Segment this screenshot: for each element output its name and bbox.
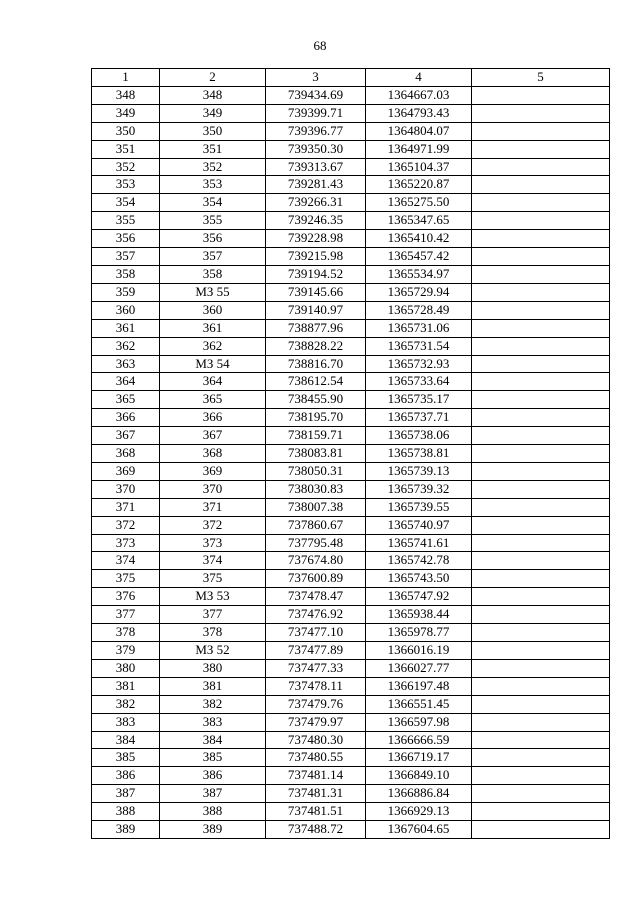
- point-label-cell: 357: [160, 248, 266, 266]
- point-label-cell: 349: [160, 104, 266, 122]
- note-cell: [472, 265, 610, 283]
- point-label-cell: 367: [160, 427, 266, 445]
- point-number-cell: 354: [92, 194, 160, 212]
- y-coordinate-cell: 1365220.87: [366, 176, 472, 194]
- y-coordinate-cell: 1366197.48: [366, 677, 472, 695]
- point-number-cell: 378: [92, 624, 160, 642]
- point-label-cell: 380: [160, 659, 266, 677]
- note-cell: [472, 498, 610, 516]
- point-label-cell: 382: [160, 695, 266, 713]
- point-number-cell: 358: [92, 265, 160, 283]
- point-number-cell: 388: [92, 803, 160, 821]
- table-row: [92, 516, 610, 534]
- point-number-cell: 363: [92, 355, 160, 373]
- y-coordinate-cell: 1365735.17: [366, 391, 472, 409]
- y-coordinate-cell: 1365732.93: [366, 355, 472, 373]
- y-coordinate-cell: 1365410.42: [366, 230, 472, 248]
- table-row: [92, 785, 610, 803]
- x-coordinate-cell: 738828.22: [266, 337, 366, 355]
- x-coordinate-cell: 739350.30: [266, 140, 366, 158]
- table-row: [92, 230, 610, 248]
- point-number-cell: 377: [92, 606, 160, 624]
- y-coordinate-cell: 1366719.17: [366, 749, 472, 767]
- x-coordinate-cell: 739399.71: [266, 104, 366, 122]
- table-row: [92, 391, 610, 409]
- point-label-cell: 360: [160, 301, 266, 319]
- y-coordinate-cell: 1365739.55: [366, 498, 472, 516]
- y-coordinate-cell: 1365738.06: [366, 427, 472, 445]
- note-cell: [472, 462, 610, 480]
- point-number-cell: 374: [92, 552, 160, 570]
- y-coordinate-cell: 1365728.49: [366, 301, 472, 319]
- y-coordinate-cell: 1365740.97: [366, 516, 472, 534]
- x-coordinate-cell: 739228.98: [266, 230, 366, 248]
- table-row: [92, 373, 610, 391]
- point-number-cell: 385: [92, 749, 160, 767]
- point-label-cell: 365: [160, 391, 266, 409]
- point-number-cell: 355: [92, 212, 160, 230]
- x-coordinate-cell: 739313.67: [266, 158, 366, 176]
- point-label-cell: 355: [160, 212, 266, 230]
- note-cell: [472, 767, 610, 785]
- point-label-cell: 383: [160, 713, 266, 731]
- x-coordinate-cell: 738877.96: [266, 319, 366, 337]
- y-coordinate-cell: 1367604.65: [366, 821, 472, 839]
- x-coordinate-cell: 738007.38: [266, 498, 366, 516]
- x-coordinate-cell: 737477.33: [266, 659, 366, 677]
- y-coordinate-cell: 1365347.65: [366, 212, 472, 230]
- point-number-cell: 364: [92, 373, 160, 391]
- point-label-cell: 386: [160, 767, 266, 785]
- y-coordinate-cell: 1365104.37: [366, 158, 472, 176]
- note-cell: [472, 480, 610, 498]
- y-coordinate-cell: 1365737.71: [366, 409, 472, 427]
- point-number-cell: 375: [92, 570, 160, 588]
- table-row: [92, 642, 610, 660]
- note-cell: [472, 713, 610, 731]
- point-label-cell: 362: [160, 337, 266, 355]
- point-number-cell: 357: [92, 248, 160, 266]
- point-label-cell: 385: [160, 749, 266, 767]
- point-number-cell: 382: [92, 695, 160, 713]
- point-number-cell: 369: [92, 462, 160, 480]
- table-row: [92, 427, 610, 445]
- x-coordinate-cell: 739215.98: [266, 248, 366, 266]
- y-coordinate-cell: 1365731.54: [366, 337, 472, 355]
- x-coordinate-cell: 738159.71: [266, 427, 366, 445]
- note-cell: [472, 659, 610, 677]
- x-coordinate-cell: 738050.31: [266, 462, 366, 480]
- page-number: 68: [313, 38, 327, 53]
- x-coordinate-cell: 737674.80: [266, 552, 366, 570]
- note-cell: [472, 158, 610, 176]
- point-label-cell: 377: [160, 606, 266, 624]
- note-cell: [472, 624, 610, 642]
- table-row: [92, 552, 610, 570]
- point-number-cell: 389: [92, 821, 160, 839]
- point-label-cell: 356: [160, 230, 266, 248]
- table-row: [92, 624, 610, 642]
- table-row: [92, 158, 610, 176]
- point-label-cell: 366: [160, 409, 266, 427]
- note-cell: [472, 176, 610, 194]
- table-row: [92, 713, 610, 731]
- x-coordinate-cell: 737481.51: [266, 803, 366, 821]
- point-label-cell: 381: [160, 677, 266, 695]
- x-coordinate-cell: 738083.81: [266, 445, 366, 463]
- note-cell: [472, 248, 610, 266]
- point-number-cell: 381: [92, 677, 160, 695]
- table-row: [92, 588, 610, 606]
- point-number-cell: 350: [92, 122, 160, 140]
- y-coordinate-cell: 1365747.92: [366, 588, 472, 606]
- y-coordinate-cell: 1366666.59: [366, 731, 472, 749]
- x-coordinate-cell: 737478.11: [266, 677, 366, 695]
- y-coordinate-cell: 1365731.06: [366, 319, 472, 337]
- x-coordinate-cell: 737479.97: [266, 713, 366, 731]
- point-number-cell: 366: [92, 409, 160, 427]
- x-coordinate-cell: 739194.52: [266, 265, 366, 283]
- y-coordinate-cell: 1364971.99: [366, 140, 472, 158]
- y-coordinate-cell: 1366849.10: [366, 767, 472, 785]
- note-cell: [472, 104, 610, 122]
- x-coordinate-cell: 738612.54: [266, 373, 366, 391]
- note-cell: [472, 785, 610, 803]
- table-row: [92, 409, 610, 427]
- point-label-cell: 351: [160, 140, 266, 158]
- point-number-cell: 361: [92, 319, 160, 337]
- x-coordinate-cell: 737488.72: [266, 821, 366, 839]
- point-label-cell: 372: [160, 516, 266, 534]
- x-coordinate-cell: 737481.14: [266, 767, 366, 785]
- y-coordinate-cell: 1365729.94: [366, 283, 472, 301]
- y-coordinate-cell: 1365534.97: [366, 265, 472, 283]
- point-label-cell: 358: [160, 265, 266, 283]
- table-row: [92, 445, 610, 463]
- y-coordinate-cell: 1365938.44: [366, 606, 472, 624]
- table-body: [92, 69, 610, 839]
- point-number-cell: 356: [92, 230, 160, 248]
- y-coordinate-cell: 1366551.45: [366, 695, 472, 713]
- y-coordinate-cell: 1365741.61: [366, 534, 472, 552]
- table-row: [92, 606, 610, 624]
- table-row: [92, 104, 610, 122]
- y-coordinate-cell: 1365457.42: [366, 248, 472, 266]
- table-row: [92, 767, 610, 785]
- note-cell: [472, 588, 610, 606]
- x-coordinate-cell: 737476.92: [266, 606, 366, 624]
- note-cell: [472, 230, 610, 248]
- point-label-cell: 353: [160, 176, 266, 194]
- y-coordinate-cell: 1366929.13: [366, 803, 472, 821]
- point-label-cell: 387: [160, 785, 266, 803]
- point-label-cell: МЗ 54: [160, 355, 266, 373]
- point-number-cell: 387: [92, 785, 160, 803]
- note-cell: [472, 212, 610, 230]
- table-row: [92, 731, 610, 749]
- coordinates-table: [91, 68, 610, 839]
- x-coordinate-cell: 738816.70: [266, 355, 366, 373]
- table-row: [92, 462, 610, 480]
- point-number-cell: 386: [92, 767, 160, 785]
- x-coordinate-cell: 737480.30: [266, 731, 366, 749]
- note-cell: [472, 445, 610, 463]
- note-cell: [472, 803, 610, 821]
- point-label-cell: 388: [160, 803, 266, 821]
- x-coordinate-cell: 739266.31: [266, 194, 366, 212]
- point-number-cell: 353: [92, 176, 160, 194]
- note-cell: [472, 86, 610, 104]
- point-number-cell: 372: [92, 516, 160, 534]
- x-coordinate-cell: 737600.89: [266, 570, 366, 588]
- y-coordinate-cell: 1365739.32: [366, 480, 472, 498]
- table-row: [92, 498, 610, 516]
- table-row: [92, 265, 610, 283]
- note-cell: [472, 552, 610, 570]
- table-row: [92, 212, 610, 230]
- x-coordinate-cell: 739140.97: [266, 301, 366, 319]
- table-row: [92, 194, 610, 212]
- column-header-3: 3: [266, 69, 366, 87]
- x-coordinate-cell: 738195.70: [266, 409, 366, 427]
- x-coordinate-cell: 737860.67: [266, 516, 366, 534]
- point-number-cell: 359: [92, 283, 160, 301]
- note-cell: [472, 516, 610, 534]
- note-cell: [472, 409, 610, 427]
- point-label-cell: 384: [160, 731, 266, 749]
- y-coordinate-cell: 1365275.50: [366, 194, 472, 212]
- note-cell: [472, 570, 610, 588]
- y-coordinate-cell: 1365743.50: [366, 570, 472, 588]
- table-row: [92, 337, 610, 355]
- note-cell: [472, 319, 610, 337]
- table-row: [92, 749, 610, 767]
- table-row: [92, 248, 610, 266]
- x-coordinate-cell: 737477.89: [266, 642, 366, 660]
- note-cell: [472, 731, 610, 749]
- point-label-cell: 373: [160, 534, 266, 552]
- point-label-cell: 364: [160, 373, 266, 391]
- table-row: [92, 570, 610, 588]
- table-row: [92, 695, 610, 713]
- point-number-cell: 379: [92, 642, 160, 660]
- x-coordinate-cell: 737477.10: [266, 624, 366, 642]
- y-coordinate-cell: 1364793.43: [366, 104, 472, 122]
- x-coordinate-cell: 739246.35: [266, 212, 366, 230]
- x-coordinate-cell: 737795.48: [266, 534, 366, 552]
- point-label-cell: 370: [160, 480, 266, 498]
- point-label-cell: 369: [160, 462, 266, 480]
- table-row: [92, 176, 610, 194]
- note-cell: [472, 391, 610, 409]
- point-number-cell: 351: [92, 140, 160, 158]
- table-row: [92, 821, 610, 839]
- table-header-row: [92, 69, 610, 87]
- point-label-cell: МЗ 52: [160, 642, 266, 660]
- column-header-2: 2: [160, 69, 266, 87]
- table-row: [92, 355, 610, 373]
- note-cell: [472, 695, 610, 713]
- table-row: [92, 86, 610, 104]
- point-number-cell: 383: [92, 713, 160, 731]
- x-coordinate-cell: 739434.69: [266, 86, 366, 104]
- y-coordinate-cell: 1365733.64: [366, 373, 472, 391]
- note-cell: [472, 122, 610, 140]
- column-header-5: 5: [472, 69, 610, 87]
- note-cell: [472, 355, 610, 373]
- y-coordinate-cell: 1365978.77: [366, 624, 472, 642]
- point-label-cell: 378: [160, 624, 266, 642]
- note-cell: [472, 337, 610, 355]
- note-cell: [472, 140, 610, 158]
- point-label-cell: МЗ 53: [160, 588, 266, 606]
- point-number-cell: 349: [92, 104, 160, 122]
- y-coordinate-cell: 1366016.19: [366, 642, 472, 660]
- point-number-cell: 370: [92, 480, 160, 498]
- point-label-cell: 348: [160, 86, 266, 104]
- point-label-cell: 361: [160, 319, 266, 337]
- point-number-cell: 368: [92, 445, 160, 463]
- x-coordinate-cell: 737479.76: [266, 695, 366, 713]
- note-cell: [472, 642, 610, 660]
- table-row: [92, 534, 610, 552]
- note-cell: [472, 749, 610, 767]
- point-number-cell: 380: [92, 659, 160, 677]
- y-coordinate-cell: 1366597.98: [366, 713, 472, 731]
- note-cell: [472, 373, 610, 391]
- y-coordinate-cell: 1364667.03: [366, 86, 472, 104]
- x-coordinate-cell: 737481.31: [266, 785, 366, 803]
- x-coordinate-cell: 739145.66: [266, 283, 366, 301]
- table-row: [92, 319, 610, 337]
- point-number-cell: 367: [92, 427, 160, 445]
- point-label-cell: 350: [160, 122, 266, 140]
- point-number-cell: 376: [92, 588, 160, 606]
- y-coordinate-cell: 1366886.84: [366, 785, 472, 803]
- point-label-cell: 374: [160, 552, 266, 570]
- point-number-cell: 384: [92, 731, 160, 749]
- point-label-cell: МЗ 55: [160, 283, 266, 301]
- point-number-cell: 371: [92, 498, 160, 516]
- note-cell: [472, 427, 610, 445]
- table-row: [92, 140, 610, 158]
- table-row: [92, 301, 610, 319]
- y-coordinate-cell: 1365742.78: [366, 552, 472, 570]
- x-coordinate-cell: 738455.90: [266, 391, 366, 409]
- note-cell: [472, 677, 610, 695]
- point-label-cell: 352: [160, 158, 266, 176]
- y-coordinate-cell: 1365739.13: [366, 462, 472, 480]
- table-row: [92, 122, 610, 140]
- x-coordinate-cell: 737478.47: [266, 588, 366, 606]
- point-number-cell: 352: [92, 158, 160, 176]
- table-row: [92, 677, 610, 695]
- y-coordinate-cell: 1366027.77: [366, 659, 472, 677]
- note-cell: [472, 283, 610, 301]
- note-cell: [472, 821, 610, 839]
- column-header-4: 4: [366, 69, 472, 87]
- x-coordinate-cell: 739396.77: [266, 122, 366, 140]
- point-number-cell: 360: [92, 301, 160, 319]
- note-cell: [472, 194, 610, 212]
- point-number-cell: 362: [92, 337, 160, 355]
- y-coordinate-cell: 1364804.07: [366, 122, 472, 140]
- y-coordinate-cell: 1365738.81: [366, 445, 472, 463]
- point-label-cell: 375: [160, 570, 266, 588]
- point-label-cell: 354: [160, 194, 266, 212]
- table-row: [92, 283, 610, 301]
- x-coordinate-cell: 738030.83: [266, 480, 366, 498]
- point-number-cell: 365: [92, 391, 160, 409]
- column-header-1: 1: [92, 69, 160, 87]
- point-label-cell: 368: [160, 445, 266, 463]
- point-label-cell: 371: [160, 498, 266, 516]
- point-label-cell: 389: [160, 821, 266, 839]
- note-cell: [472, 534, 610, 552]
- x-coordinate-cell: 739281.43: [266, 176, 366, 194]
- x-coordinate-cell: 737480.55: [266, 749, 366, 767]
- table-row: [92, 480, 610, 498]
- point-number-cell: 373: [92, 534, 160, 552]
- note-cell: [472, 606, 610, 624]
- note-cell: [472, 301, 610, 319]
- point-number-cell: 348: [92, 86, 160, 104]
- table-row: [92, 803, 610, 821]
- table-row: [92, 659, 610, 677]
